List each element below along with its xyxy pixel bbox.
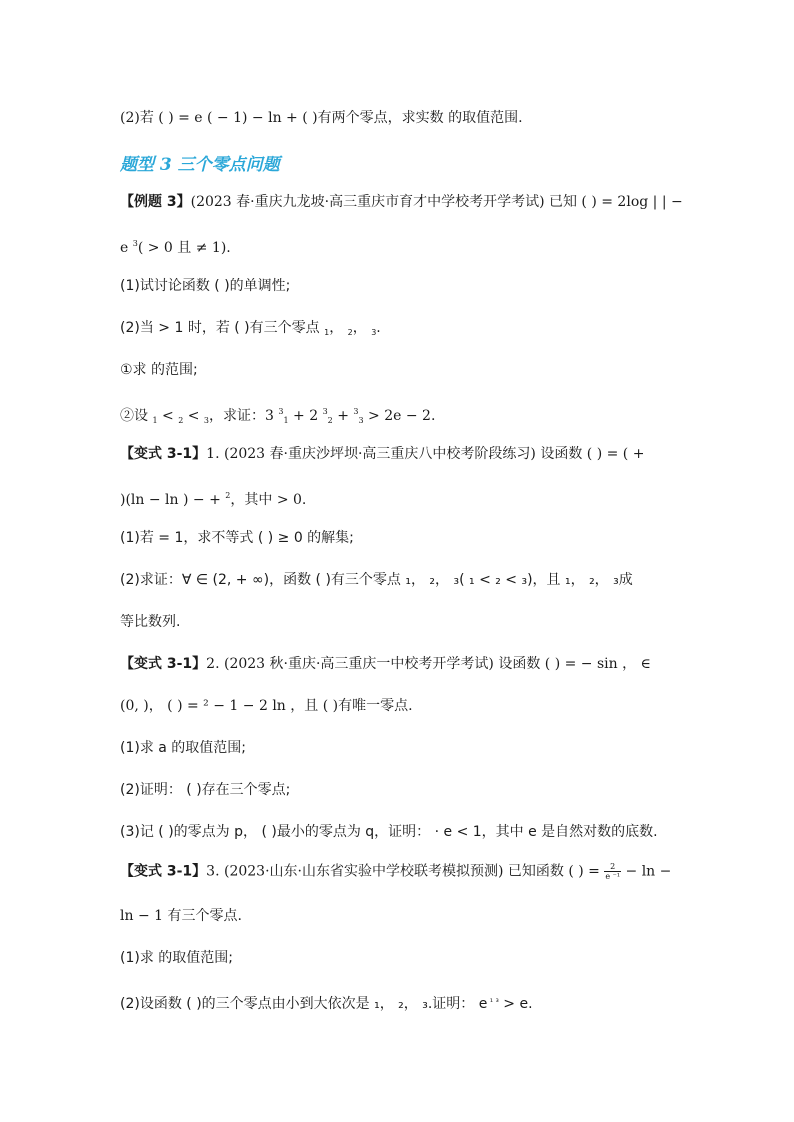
text-line (120, 109, 523, 127)
exponent: 3 (322, 407, 328, 416)
subscript: 1 (152, 416, 158, 425)
variant-2-question-1: (1)求 a 的取值范围; (120, 740, 247, 756)
subscript: 1 (283, 416, 289, 425)
text: ， (352, 320, 372, 336)
numerator: 2 (610, 862, 616, 871)
variant-1-question-2: (2)求证：∀ ∈ (2, + ∞)，函数 ( )有三个零点 ₁， ₂， ₃( ₁ < ₂ < ₃)，且 ₁， ₂， ₃成 (120, 572, 633, 588)
variant-1-question-1: (1)若 = 1，求不等式 ( ) ≥ 0 的解集; (120, 530, 354, 546)
text: ②设 (120, 408, 153, 424)
variant-3-question-2 (120, 991, 533, 1013)
text: < (183, 408, 204, 424)
variant-2-question-3: (3)记 ( )的零点为 p， ( )最小的零点为 q，证明： · e < 1，其中 e 是自然对数的底数. (120, 824, 658, 840)
variant-1-line-2 (120, 487, 306, 509)
subscript: 2 (327, 416, 333, 425)
text: > e. (498, 996, 533, 1012)
variant-1-question-2-cont: 等比数列. (120, 614, 181, 630)
subscript: 3 (371, 328, 377, 337)
sub-question-1: ①求 的范围; (120, 362, 198, 378)
text: )(ln − ln ) − + (120, 492, 226, 508)
exponent: 3 (353, 407, 359, 416)
subscript: 2 (347, 328, 353, 337)
variant-2-question-2: (2)证明： ( )存在三个零点; (120, 782, 291, 798)
question-1: (1)试讨论函数 ( )的单调性; (120, 278, 291, 294)
text: . (376, 320, 381, 336)
exponent: 3 (132, 239, 138, 248)
variant-tag: 【变式 3-1】 (120, 656, 207, 672)
expr: ( > 0 且 ≠ 1). (137, 240, 231, 256)
section-heading: 题型 3 三个零点问题 (120, 155, 280, 175)
subscript: 1 (324, 328, 330, 337)
variant-3-line-2: ln − 1 有三个零点. (120, 908, 242, 924)
text: ，求证：3 (209, 408, 279, 424)
variant-2-line-2: (0, )， ( ) = ² − 1 − 2 ln ，且 ( )有唯一零点. (120, 698, 413, 714)
text: 3. (2023·山东·山东省实验中学校联考模拟预测) 已知函数 ( ) = (206, 863, 605, 880)
subscript: 2 (178, 416, 184, 425)
exponent: 2 (225, 491, 231, 500)
variant-tag: 【变式 3-1】 (120, 863, 207, 880)
text: (2)当 > 1 时，若 ( )有三个零点 (120, 320, 325, 336)
text: > 2e − 2. (363, 408, 436, 424)
text: + (332, 408, 354, 424)
example-3-line-1 (120, 193, 683, 211)
text: (2)设函数 ( )的三个零点由小到大依次是 ₁， ₂， ₃.证明： e (120, 996, 488, 1012)
text: 2. (2023 秋·重庆·高三重庆一中校考开学考试) 设函数 ( ) = − sin ， ∈ (206, 656, 651, 672)
exponent: 3 (278, 407, 284, 416)
expr: e (120, 240, 133, 256)
variant-1-line-1 (120, 445, 644, 463)
fraction (604, 862, 621, 881)
exponent: ₁ ₃ (487, 995, 499, 1004)
text: 1. (2023 春·重庆沙坪坝·高三重庆八中校考阶段练习) 设函数 ( ) = ( + (206, 446, 645, 462)
example-3-line-2 (120, 235, 231, 257)
text: < (157, 408, 179, 424)
variant-2-line-1 (120, 655, 651, 673)
text: + 2 (288, 408, 323, 424)
variant-3-line-1 (120, 862, 671, 881)
text: − ln − (621, 863, 672, 880)
variant-3-question-1: (1)求 的取值范围; (120, 950, 233, 966)
text: ，其中 > 0. (230, 492, 307, 508)
subscript: 3 (358, 416, 364, 425)
sub-question-2 (120, 403, 435, 430)
text: ， (329, 320, 348, 336)
example-tag: 【例题 3】 (120, 194, 191, 210)
question-2 (120, 319, 381, 342)
denominator: e ⁻¹ (605, 872, 621, 881)
variant-tag: 【变式 3-1】 (120, 446, 207, 462)
problem-part-2: (2)若 ( ) = e ( − 1) − ln + ( )有两个零点，求实数 的取值范围. (120, 110, 523, 126)
example-text: (2023 春·重庆九龙坡·高三重庆市育才中学校考开学考试) 已知 ( ) = 2log | | − (190, 194, 683, 210)
subscript: 3 (203, 416, 210, 425)
